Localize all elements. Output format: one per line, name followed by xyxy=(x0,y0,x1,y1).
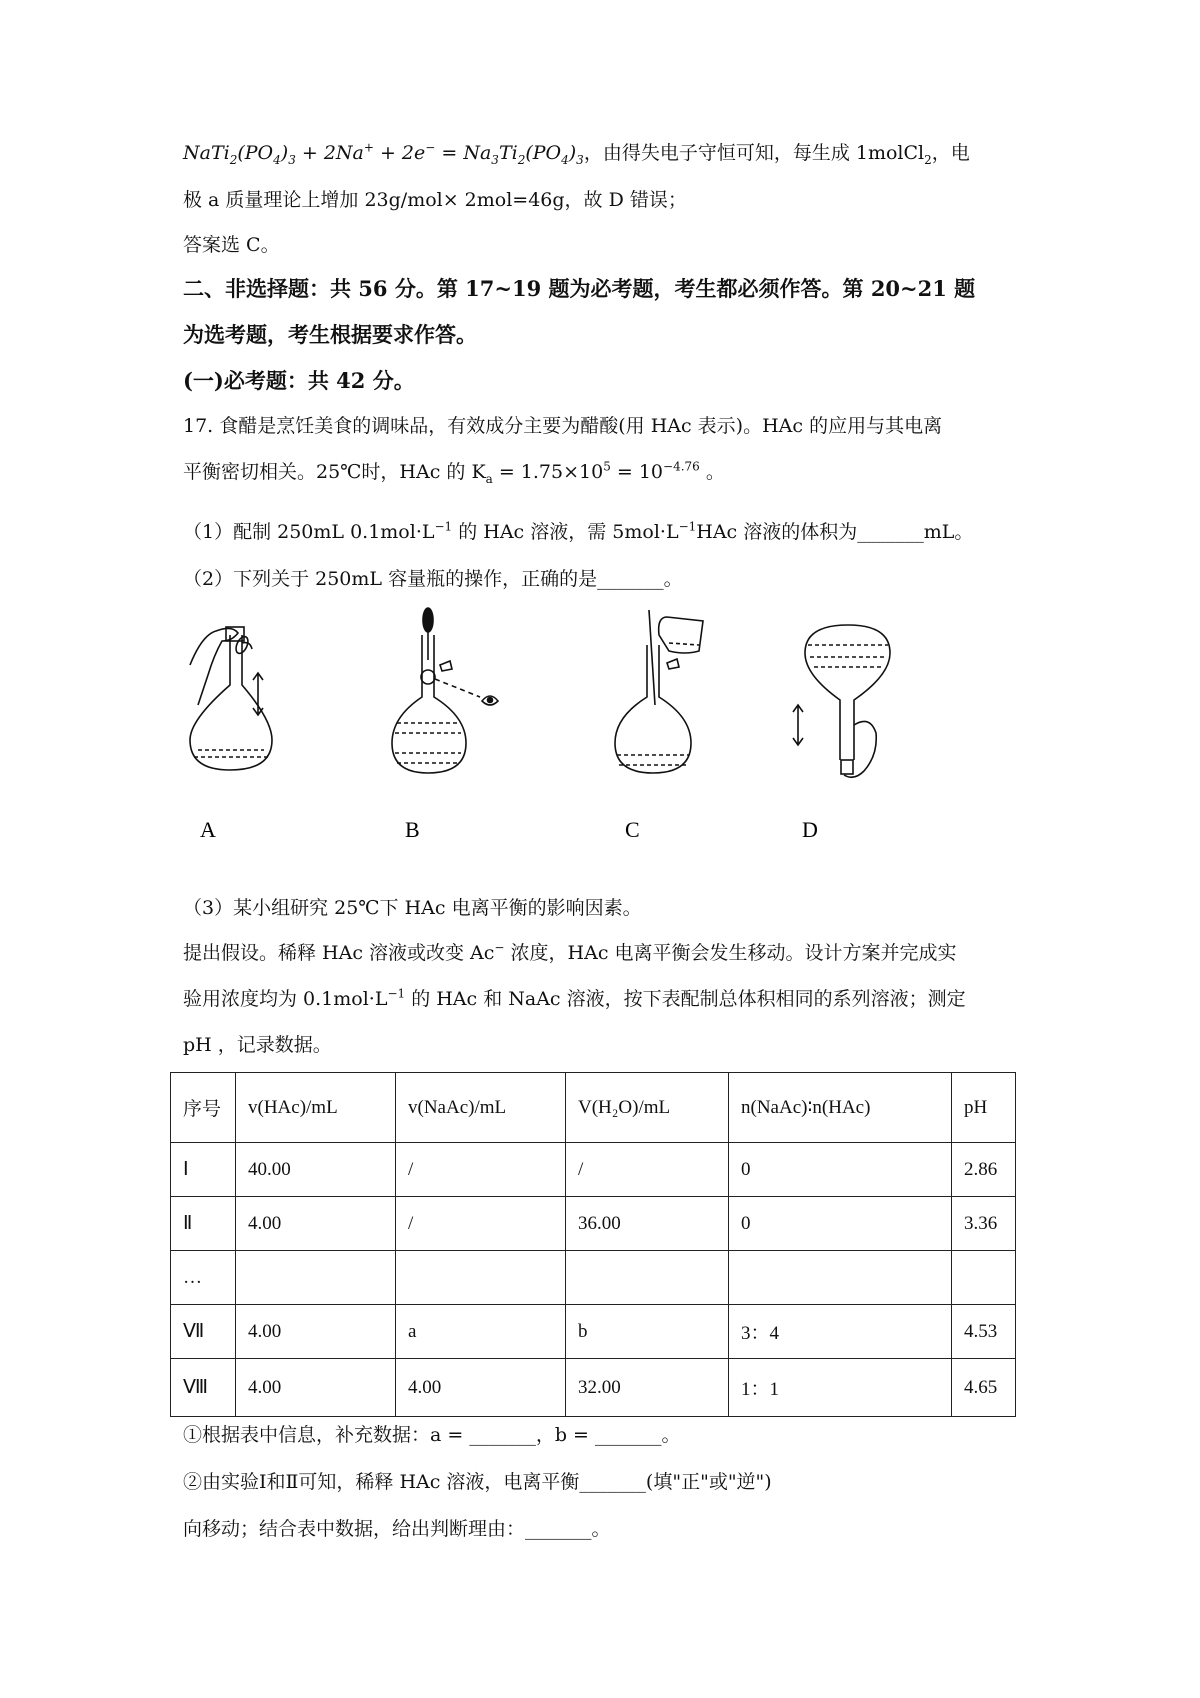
header-cell: v(HAc)/mL xyxy=(236,1073,396,1143)
flask-operations-figure xyxy=(180,605,960,845)
q17-part-3: （3）某小组研究 25℃下 HAc 电离平衡的影响因素。 xyxy=(183,897,642,919)
q17-sub-question-a: ①根据表中信息，补充数据：a = _______，b = _______。 xyxy=(183,1424,681,1446)
table-cell: 4.00 xyxy=(236,1197,396,1251)
table-cell: Ⅰ xyxy=(171,1143,236,1197)
header-cell: pH xyxy=(952,1073,1016,1143)
table-cell: Ⅶ xyxy=(171,1305,236,1359)
table-cell: 32.00 xyxy=(566,1359,729,1417)
table-cell xyxy=(566,1251,729,1305)
table-row xyxy=(171,1197,1016,1251)
q17-part-1: （1）配制 250mL $0.1mol\cdot L^{-1}$ 的 HAc 溶液，需 $5mol\cdot L^{-1}HAc$ 溶液的体积为_______mL。 xyxy=(183,519,974,543)
table-row xyxy=(171,1143,1016,1197)
header-cell: n(NaAc)∶n(HAc) xyxy=(729,1073,952,1143)
table-cell: 4.65 xyxy=(952,1359,1016,1417)
table-cell: 3：4 xyxy=(729,1305,952,1359)
table-cell: 4.53 xyxy=(952,1305,1016,1359)
table-cell: 3.36 xyxy=(952,1197,1016,1251)
q17-part-3-line-3: 验用浓度均为 $0.1mol\cdot L^{-1}$ 的 HAc 和 NaAc 溶液，按下表配制总体积相同的系列溶液；测定 xyxy=(183,986,966,1010)
table-cell: a xyxy=(396,1305,566,1359)
table-cell: / xyxy=(396,1197,566,1251)
answer-line: 答案选 C。 xyxy=(183,234,280,256)
q17-sub-question-b: ②由实验Ⅰ和Ⅱ可知，稀释 HAc 溶液，电离平衡_______(填"正"或"逆") xyxy=(183,1471,772,1493)
table-cell: / xyxy=(566,1143,729,1197)
flask-c-figure xyxy=(615,610,703,773)
flask-d-figure xyxy=(793,625,890,777)
table-row xyxy=(171,1251,1016,1305)
table-cell: / xyxy=(396,1143,566,1197)
table-header-row xyxy=(171,1073,1016,1143)
q17-part-3-line-2: 提出假设。稀释 HAc 溶液或改变 Ac− 浓度，HAc 电离平衡会发生移动。设计方案并完成实 xyxy=(183,940,957,964)
table-cell: 4.00 xyxy=(236,1305,396,1359)
header-cell: 序号 xyxy=(171,1073,236,1143)
table-cell: 0 xyxy=(729,1143,952,1197)
table-cell xyxy=(396,1251,566,1305)
section-heading-line-1: 二、非选择题：共 56 分。第 17~19 题为必考题，考生都必须作答。第 20~21 题 xyxy=(183,276,976,301)
figure-label-d: D xyxy=(802,817,818,842)
q17-part-2: （2）下列关于 250mL 容量瓶的操作，正确的是_______。 xyxy=(183,568,683,590)
table-cell: 1：1 xyxy=(729,1359,952,1417)
q17-part-3-line-4: pH ，记录数据。 xyxy=(183,1034,332,1056)
table-cell: 40.00 xyxy=(236,1143,396,1197)
table-cell: 36.00 xyxy=(566,1197,729,1251)
table-cell xyxy=(952,1251,1016,1305)
table-row xyxy=(171,1305,1016,1359)
table-row xyxy=(171,1359,1016,1417)
table-cell: 4.00 xyxy=(396,1359,566,1417)
q17-intro-line-2: 平衡密切相关。25℃时，HAc 的 $K_a = 1.75\times 10^5 = 10^{-4.76}$ 。 xyxy=(183,459,725,486)
table-cell: Ⅱ xyxy=(171,1197,236,1251)
equation: $NaTi_2(PO_4)_3 + 2Na^+ + 2e^- = Na_3Ti_2(PO_4)_3$ xyxy=(183,140,584,167)
figure-label-a: A xyxy=(200,817,216,842)
sub-heading: (一)必考题：共 42 分。 xyxy=(183,368,415,393)
table-cell: 2.86 xyxy=(952,1143,1016,1197)
table-cell: 4.00 xyxy=(236,1359,396,1417)
header-cell: V(H₂O)/mL xyxy=(566,1073,729,1143)
table-cell: b xyxy=(566,1305,729,1359)
flask-a-figure xyxy=(190,627,272,770)
table-cell xyxy=(729,1251,952,1305)
table-cell: 0 xyxy=(729,1197,952,1251)
experiment-table xyxy=(170,1072,1016,1417)
flask-b-figure xyxy=(392,608,498,773)
q17-intro-line-1: 17. 食醋是烹饪美食的调味品，有效成分主要为醋酸(用 HAc 表示)。HAc 的应用与其电离 xyxy=(183,415,943,437)
figure-label-c: C xyxy=(625,817,640,842)
solution-line-2: 极 a 质量理论上增加 23g/mol× 2mol=46g，故 D 错误； xyxy=(183,189,687,211)
table-cell: … xyxy=(171,1251,236,1305)
equation-line: $NaTi_2(PO_4)_3 + 2Na^+ + 2e^- = Na_3Ti_2(PO_4)_3$，由得失电子守恒可知，每生成 1molCl$_2$，电 xyxy=(183,140,970,167)
figure-label-b: B xyxy=(405,817,420,842)
table-cell: Ⅷ xyxy=(171,1359,236,1417)
q17-sub-question-c: 向移动；结合表中数据，给出判断理由：_______。 xyxy=(183,1518,611,1540)
header-cell: v(NaAc)/mL xyxy=(396,1073,566,1143)
table-cell xyxy=(236,1251,396,1305)
section-heading-line-2: 为选考题，考生根据要求作答。 xyxy=(183,322,477,347)
